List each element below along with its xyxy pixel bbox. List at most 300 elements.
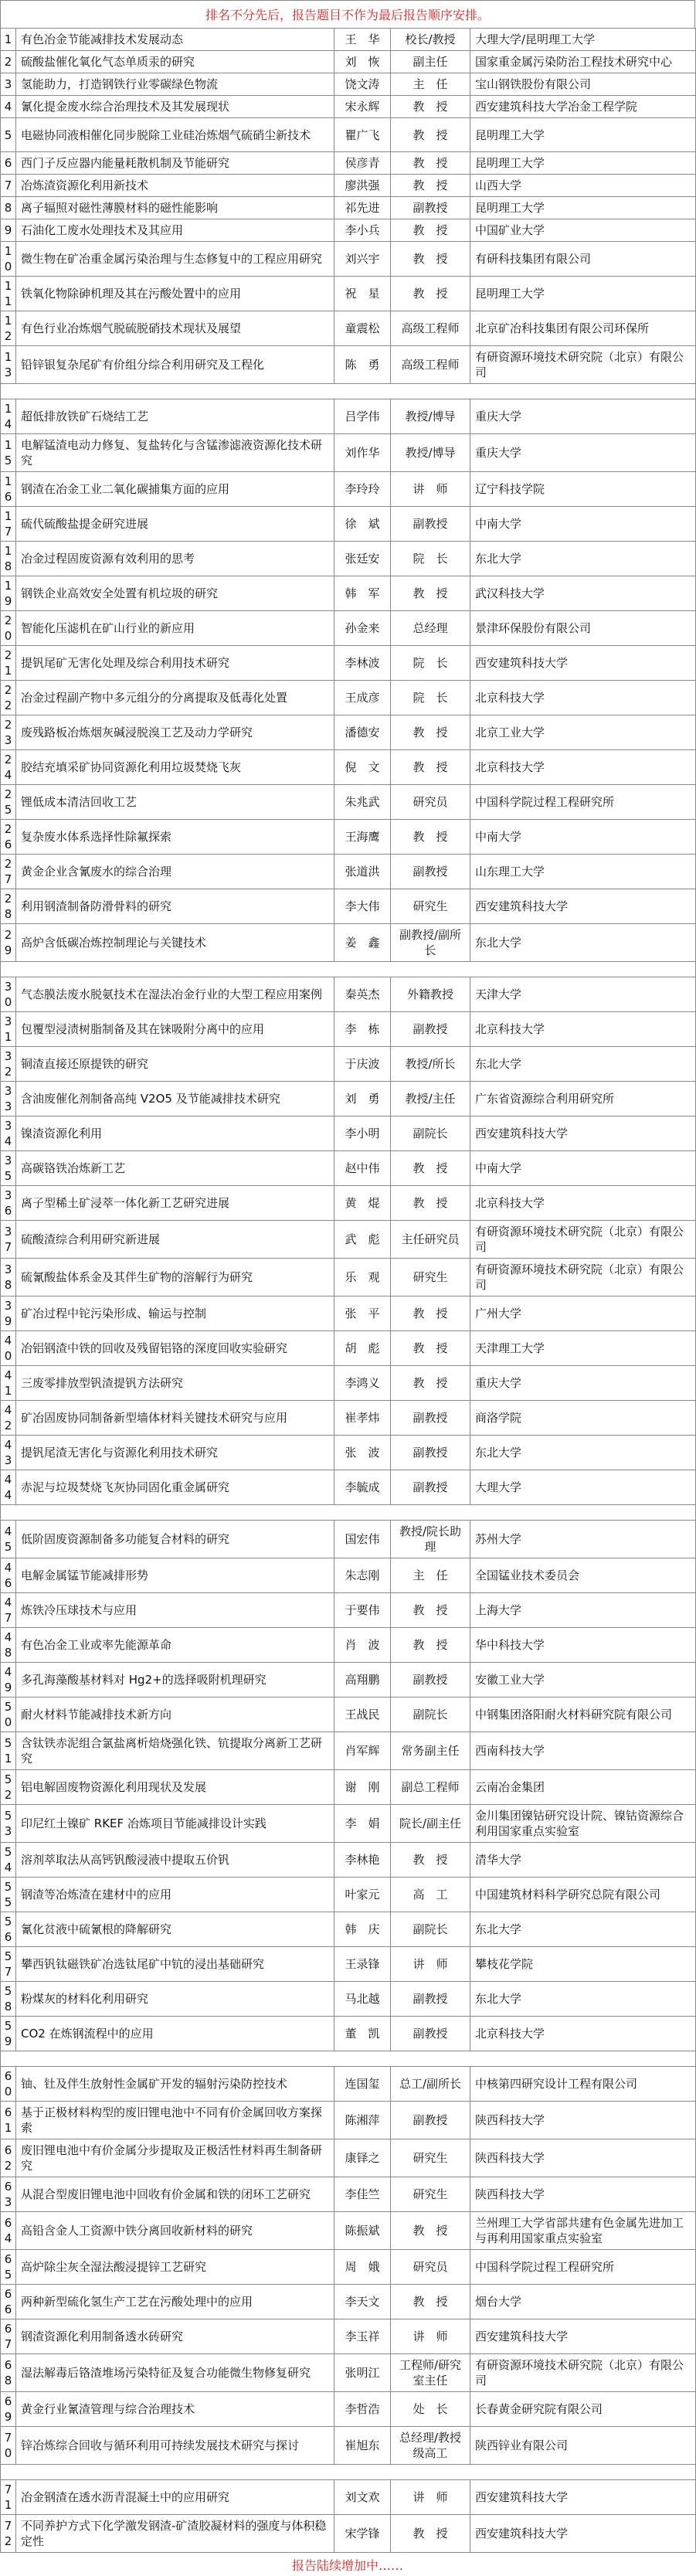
table-row bbox=[1, 2427, 696, 2465]
row-number: 42 bbox=[1, 1401, 16, 1436]
report-title: 包覆型浸渍树脂制备及其在铼吸附分离中的应用 bbox=[16, 1012, 334, 1047]
row-number: 48 bbox=[1, 1628, 16, 1663]
speaker-name: 宋学锋 bbox=[334, 2515, 391, 2553]
row-number: 43 bbox=[1, 1436, 16, 1470]
speaker-position: 副主任 bbox=[391, 51, 470, 73]
report-title: 耐火材料节能减排技术新方向 bbox=[16, 1698, 334, 1732]
speaker-name: 李大伟 bbox=[334, 889, 391, 924]
speaker-name: 李林波 bbox=[334, 646, 391, 681]
speaker-organization: 景津环保股份有限公司 bbox=[470, 611, 696, 646]
report-title: 铅锌银复杂尾矿有价组分综合利用研究及工程化 bbox=[16, 346, 334, 384]
speaker-name: 李哲浩 bbox=[334, 2392, 391, 2427]
speaker-organization: 陕西科技大学 bbox=[470, 2102, 696, 2139]
speaker-organization: 广东省资源综合利用研究所 bbox=[470, 1082, 696, 1116]
speaker-position: 主 任 bbox=[391, 1558, 470, 1593]
speaker-organization: 华中科技大学 bbox=[470, 1628, 696, 1663]
speaker-name: 董 凯 bbox=[334, 2017, 391, 2051]
speaker-organization: 中钢集团洛阳耐火材料研究院有限公司 bbox=[470, 1698, 696, 1732]
speaker-position: 教 授 bbox=[391, 152, 470, 175]
table-row bbox=[1, 346, 696, 384]
report-title: 黄金行业氰渣管理与综合治理技术 bbox=[16, 2392, 334, 2427]
report-title: 超低排放铁矿石烧结工艺 bbox=[16, 399, 334, 434]
speaker-position: 高级工程师 bbox=[391, 311, 470, 346]
speaker-organization: 中南大学 bbox=[470, 507, 696, 542]
table-row bbox=[1, 96, 696, 118]
report-title: 镍渣资源化利用 bbox=[16, 1116, 334, 1151]
speaker-organization: 上海大学 bbox=[470, 1593, 696, 1628]
speaker-name: 武 彪 bbox=[334, 1221, 391, 1259]
table-row bbox=[1, 1805, 696, 1843]
table-row bbox=[1, 681, 696, 715]
speaker-organization: 重庆大学 bbox=[470, 1366, 696, 1401]
speaker-position: 教 授 bbox=[391, 715, 470, 750]
speaker-organization: 中南大学 bbox=[470, 820, 696, 855]
table-row bbox=[1, 1116, 696, 1151]
speaker-name: 王录锋 bbox=[334, 1947, 391, 1982]
speaker-position: 教 授 bbox=[391, 750, 470, 785]
speaker-organization: 有研资源环境技术研究院（北京）有限公司 bbox=[470, 1221, 696, 1259]
report-title: 复杂废水体系选择性除氟探索 bbox=[16, 820, 334, 855]
speaker-organization: 北京科技大学 bbox=[470, 1186, 696, 1221]
report-title: 高铅含金人工资源中铁分离回收新材料的研究 bbox=[16, 2212, 334, 2250]
row-number: 23 bbox=[1, 715, 16, 750]
row-number: 29 bbox=[1, 924, 16, 962]
speaker-organization: 烟台大学 bbox=[470, 2285, 696, 2319]
report-title: 钢渣资源化利用制备透水砖研究 bbox=[16, 2319, 334, 2354]
speaker-organization: 东北大学 bbox=[470, 1912, 696, 1947]
report-title: 智能化压滤机在矿山行业的新应用 bbox=[16, 611, 334, 646]
speaker-position: 副院长 bbox=[391, 1912, 470, 1947]
speaker-position: 教 授 bbox=[391, 118, 470, 152]
report-title: 硫代硫酸盐提金研究进展 bbox=[16, 507, 334, 542]
speaker-organization: 金川集团镍钴研究设计院、镍钴资源综合利用国家重点实验室 bbox=[470, 1805, 696, 1843]
speaker-name: 李 娟 bbox=[334, 1805, 391, 1843]
speaker-organization: 陕西锌业有限公司 bbox=[470, 2427, 696, 2465]
speaker-position: 主任研究员 bbox=[391, 1221, 470, 1259]
speaker-position: 讲 师 bbox=[391, 2480, 470, 2515]
speaker-name: 韩 庆 bbox=[334, 1912, 391, 1947]
speaker-name: 张道洪 bbox=[334, 855, 391, 889]
table-row bbox=[1, 820, 696, 855]
report-title: 气态膜法废水脱氨技术在湿法冶金行业的大型工程应用案例 bbox=[16, 977, 334, 1012]
row-number: 51 bbox=[1, 1732, 16, 1770]
row-number: 22 bbox=[1, 681, 16, 715]
row-number: 68 bbox=[1, 2354, 16, 2392]
speaker-name: 刘 恢 bbox=[334, 51, 391, 73]
report-title: 电解金属锰节能减排形势 bbox=[16, 1558, 334, 1593]
speaker-name: 倪 文 bbox=[334, 750, 391, 785]
row-number: 15 bbox=[1, 434, 16, 472]
speaker-organization: 西安建筑科技大学 bbox=[470, 646, 696, 681]
row-number: 38 bbox=[1, 1259, 16, 1296]
speaker-name: 徐 斌 bbox=[334, 507, 391, 542]
table-row bbox=[1, 1558, 696, 1593]
speaker-position: 教 授 bbox=[391, 175, 470, 197]
speaker-position: 院长/副主任 bbox=[391, 1805, 470, 1843]
report-title: 离子型稀土矿浸萃一体化新工艺研究进展 bbox=[16, 1186, 334, 1221]
report-title: 微生物在矿冶重金属污染治理与生态修复中的工程应用研究 bbox=[16, 242, 334, 277]
row-number: 18 bbox=[1, 542, 16, 576]
speaker-position: 教 授 bbox=[391, 1593, 470, 1628]
speaker-position: 总经理 bbox=[391, 611, 470, 646]
speaker-position: 研究生 bbox=[391, 1259, 470, 1296]
speaker-organization: 东北大学 bbox=[470, 1047, 696, 1082]
table-row bbox=[1, 2212, 696, 2250]
speaker-name: 吕学伟 bbox=[334, 399, 391, 434]
report-title: 两种新型硫化氢生产工艺在污酸处理中的应用 bbox=[16, 2285, 334, 2319]
speaker-name: 张 波 bbox=[334, 1436, 391, 1470]
report-title: 铝电解固废物资源化利用现状及发展 bbox=[16, 1770, 334, 1805]
speaker-position: 常务副主任 bbox=[391, 1732, 470, 1770]
speaker-name: 刘 勇 bbox=[334, 1082, 391, 1116]
table-row bbox=[1, 785, 696, 820]
table-row bbox=[1, 1047, 696, 1082]
speaker-position: 院 长 bbox=[391, 542, 470, 576]
speaker-organization: 武汉科技大学 bbox=[470, 576, 696, 611]
speaker-name: 李玲玲 bbox=[334, 472, 391, 507]
table-row bbox=[1, 924, 696, 962]
row-number: 30 bbox=[1, 977, 16, 1012]
table-row bbox=[1, 2102, 696, 2139]
report-title: 含钛铁赤泥组合氯盐离析焙烧强化铁、钪提取分离新工艺研究 bbox=[16, 1732, 334, 1770]
speaker-organization: 西安建筑科技大学 bbox=[470, 889, 696, 924]
report-title: 多孔海藻酸基材料对 Hg2+的选择吸附机理研究 bbox=[16, 1663, 334, 1698]
speaker-organization: 东北大学 bbox=[470, 542, 696, 576]
speaker-name: 张廷安 bbox=[334, 542, 391, 576]
speaker-name: 崔孝炜 bbox=[334, 1401, 391, 1436]
speaker-name: 李小明 bbox=[334, 1116, 391, 1151]
speaker-name: 秦英杰 bbox=[334, 977, 391, 1012]
row-number: 8 bbox=[1, 197, 16, 219]
table-row bbox=[1, 1151, 696, 1186]
speaker-position: 研究生 bbox=[391, 2139, 470, 2177]
row-number: 56 bbox=[1, 1912, 16, 1947]
speaker-organization: 中国科学院过程工程研究所 bbox=[470, 785, 696, 820]
speaker-name: 祁先进 bbox=[334, 197, 391, 219]
speaker-organization: 昆明理工大学 bbox=[470, 197, 696, 219]
speaker-organization: 昆明理工大学 bbox=[470, 118, 696, 152]
row-number: 6 bbox=[1, 152, 16, 175]
report-title: 粉煤灰的材料化利用研究 bbox=[16, 1982, 334, 2017]
speaker-name: 于要伟 bbox=[334, 1593, 391, 1628]
speaker-position: 教 授 bbox=[391, 2515, 470, 2553]
speaker-organization: 西安建筑科技大学 bbox=[470, 2515, 696, 2553]
row-number: 59 bbox=[1, 2017, 16, 2051]
report-title: 高炉除尘灰全湿法酸浸提锌工艺研究 bbox=[16, 2250, 334, 2285]
table-row bbox=[1, 1082, 696, 1116]
speaker-position: 教授/博导 bbox=[391, 399, 470, 434]
group-separator bbox=[1, 962, 696, 977]
table-row bbox=[1, 2177, 696, 2212]
report-title: CO2 在炼钢流程中的应用 bbox=[16, 2017, 334, 2051]
speaker-name: 饶文涛 bbox=[334, 73, 391, 96]
footer-note: 报告陆续增加中…… bbox=[291, 2557, 403, 2573]
row-number: 3 bbox=[1, 73, 16, 96]
report-title: 废残路板冶炼烟灰碱浸脱溴工艺及动力学研究 bbox=[16, 715, 334, 750]
table-row bbox=[1, 1663, 696, 1698]
table-row bbox=[1, 277, 696, 311]
table-row bbox=[1, 1593, 696, 1628]
table-row bbox=[1, 175, 696, 197]
speaker-organization: 东北大学 bbox=[470, 924, 696, 962]
speaker-organization: 长春黄金研究院有限公司 bbox=[470, 2392, 696, 2427]
table-row bbox=[1, 1401, 696, 1436]
speaker-position: 教 授 bbox=[391, 1366, 470, 1401]
speaker-position: 总经理/教授级高工 bbox=[391, 2427, 470, 2465]
speaker-name: 马北越 bbox=[334, 1982, 391, 2017]
table-row bbox=[1, 2250, 696, 2285]
table-row bbox=[1, 311, 696, 346]
speaker-name: 姜 鑫 bbox=[334, 924, 391, 962]
speaker-position: 副教授/副所长 bbox=[391, 924, 470, 962]
table-row bbox=[1, 1186, 696, 1221]
speaker-name: 崔旭东 bbox=[334, 2427, 391, 2465]
table-row bbox=[1, 1012, 696, 1047]
speaker-name: 胡 彪 bbox=[334, 1331, 391, 1366]
speaker-organization: 重庆大学 bbox=[470, 434, 696, 472]
speaker-organization: 东北大学 bbox=[470, 1436, 696, 1470]
table-row bbox=[1, 1521, 696, 1558]
speaker-position: 工程师/研究室主任 bbox=[391, 2354, 470, 2392]
notice-banner: 排名不分先后，报告题目不作为最后报告顺序安排。 bbox=[0, 0, 695, 28]
speaker-organization: 商洛学院 bbox=[470, 1401, 696, 1436]
speaker-name: 韩 军 bbox=[334, 576, 391, 611]
report-title: 石油化工废水处理技术及其应用 bbox=[16, 219, 334, 242]
report-title: 硫氰酸盐体系金及其伴生矿物的溶解行为研究 bbox=[16, 1259, 334, 1296]
report-title: 硫酸渣综合利用研究新进展 bbox=[16, 1221, 334, 1259]
speaker-name: 李 栋 bbox=[334, 1012, 391, 1047]
row-number: 40 bbox=[1, 1331, 16, 1366]
row-number: 41 bbox=[1, 1366, 16, 1401]
speaker-name: 连国玺 bbox=[334, 2067, 391, 2102]
group-separator bbox=[1, 384, 696, 399]
speaker-position: 副教授 bbox=[391, 1012, 470, 1047]
table-row bbox=[1, 1470, 696, 1505]
speaker-name: 祝 星 bbox=[334, 277, 391, 311]
report-title: 铜渣直接还原提铁的研究 bbox=[16, 1047, 334, 1082]
speaker-name: 赵中伟 bbox=[334, 1151, 391, 1186]
speaker-name: 张明江 bbox=[334, 2354, 391, 2392]
speaker-name: 高翔鹏 bbox=[334, 1663, 391, 1698]
report-title: 攀西钒钛磁铁矿冶选钛尾矿中钪的浸出基础研究 bbox=[16, 1947, 334, 1982]
speaker-organization: 有研资源环境技术研究院（北京）有限公司 bbox=[470, 1259, 696, 1296]
table-row bbox=[1, 507, 696, 542]
speaker-organization: 山西大学 bbox=[470, 175, 696, 197]
speaker-organization: 大理大学/昆明理工大学 bbox=[470, 29, 696, 51]
report-title: 冶金过程副产物中多元组分的分离提取及低毒化处置 bbox=[16, 681, 334, 715]
row-number: 45 bbox=[1, 1521, 16, 1558]
speaker-position: 教 授 bbox=[391, 1186, 470, 1221]
row-number: 62 bbox=[1, 2139, 16, 2177]
report-title: 高炉含低碳冶炼控制理论与关键技术 bbox=[16, 924, 334, 962]
table-row bbox=[1, 152, 696, 175]
speaker-name: 朱志刚 bbox=[334, 1558, 391, 1593]
speaker-position: 教 授 bbox=[391, 576, 470, 611]
speaker-organization: 西安建筑科技大学 bbox=[470, 2480, 696, 2515]
speaker-name: 瞿广飞 bbox=[334, 118, 391, 152]
speaker-position: 副教授 bbox=[391, 2017, 470, 2051]
report-title: 锌冶炼综合回收与循环利用可持续发展技术研究与探讨 bbox=[16, 2427, 334, 2465]
row-number: 46 bbox=[1, 1558, 16, 1593]
speaker-position: 副院长 bbox=[391, 1116, 470, 1151]
speaker-name: 陈湘萍 bbox=[334, 2102, 391, 2139]
row-number: 37 bbox=[1, 1221, 16, 1259]
table-row bbox=[1, 1878, 696, 1912]
speaker-organization: 重庆大学 bbox=[470, 399, 696, 434]
report-title: 电磁协同液相催化同步脱除工业硅冶炼烟气硫硝尘新技术 bbox=[16, 118, 334, 152]
row-number: 4 bbox=[1, 96, 16, 118]
report-title: 冶炼渣资源化利用新技术 bbox=[16, 175, 334, 197]
speaker-organization: 安徽工业大学 bbox=[470, 1663, 696, 1698]
row-number: 49 bbox=[1, 1663, 16, 1698]
row-number: 20 bbox=[1, 611, 16, 646]
speaker-name: 王 华 bbox=[334, 29, 391, 51]
row-number: 47 bbox=[1, 1593, 16, 1628]
speaker-name: 肖 波 bbox=[334, 1628, 391, 1663]
speaker-position: 讲 师 bbox=[391, 472, 470, 507]
row-number: 44 bbox=[1, 1470, 16, 1505]
row-number: 58 bbox=[1, 1982, 16, 2017]
report-title: 氢能助力，打造钢铁行业零碳绿色物流 bbox=[16, 73, 334, 96]
row-number: 5 bbox=[1, 118, 16, 152]
table-row bbox=[1, 472, 696, 507]
row-number: 2 bbox=[1, 51, 16, 73]
speaker-organization: 东北大学 bbox=[470, 1982, 696, 2017]
speaker-position: 外籍教授 bbox=[391, 977, 470, 1012]
table-row bbox=[1, 576, 696, 611]
row-number: 34 bbox=[1, 1116, 16, 1151]
speaker-name: 张 平 bbox=[334, 1296, 391, 1331]
speaker-position: 副教授 bbox=[391, 1470, 470, 1505]
group-separator bbox=[1, 1505, 696, 1521]
report-title: 胶结充填采矿协同资源化利用垃圾焚烧飞灰 bbox=[16, 750, 334, 785]
speaker-position: 教 授 bbox=[391, 1151, 470, 1186]
speaker-position: 副教授 bbox=[391, 197, 470, 219]
speaker-position: 副教授 bbox=[391, 1436, 470, 1470]
report-title: 矿冶固废协同制备新型墙体材料关键技术研究与应用 bbox=[16, 1401, 334, 1436]
speaker-organization: 西安建筑科技大学冶金工程学院 bbox=[470, 96, 696, 118]
speaker-name: 国宏伟 bbox=[334, 1521, 391, 1558]
speaker-name: 陈振斌 bbox=[334, 2212, 391, 2250]
report-title: 溶剂萃取法从高钙钒酸浸液中提取五价钒 bbox=[16, 1843, 334, 1878]
speaker-name: 李鸿义 bbox=[334, 1366, 391, 1401]
report-table bbox=[0, 28, 696, 2553]
speaker-position: 副教授 bbox=[391, 1663, 470, 1698]
speaker-organization: 昆明理工大学 bbox=[470, 277, 696, 311]
speaker-name: 叶家元 bbox=[334, 1878, 391, 1912]
report-title: 冶金过程固废资源有效利用的思考 bbox=[16, 542, 334, 576]
speaker-organization: 云南冶金集团 bbox=[470, 1770, 696, 1805]
speaker-position: 研究员 bbox=[391, 2250, 470, 2285]
speaker-position: 副教授 bbox=[391, 855, 470, 889]
table-row bbox=[1, 542, 696, 576]
row-number: 71 bbox=[1, 2480, 16, 2515]
speaker-organization: 苏州大学 bbox=[470, 1521, 696, 1558]
speaker-name: 黄 焜 bbox=[334, 1186, 391, 1221]
report-title: 印尼红土镍矿 RKEF 冶炼项目节能减排设计实践 bbox=[16, 1805, 334, 1843]
report-title: 有色冶金节能减排技术发展动态 bbox=[16, 29, 334, 51]
speaker-organization: 广州大学 bbox=[470, 1296, 696, 1331]
row-number: 64 bbox=[1, 2212, 16, 2250]
row-number: 24 bbox=[1, 750, 16, 785]
row-number: 14 bbox=[1, 399, 16, 434]
report-title: 高碳铬铁冶炼新工艺 bbox=[16, 1151, 334, 1186]
speaker-name: 王海鹰 bbox=[334, 820, 391, 855]
report-title: 锂低成本清洁回收工艺 bbox=[16, 785, 334, 820]
table-row bbox=[1, 1698, 696, 1732]
report-title: 提钒尾渣无害化与资源化利用技术研究 bbox=[16, 1436, 334, 1470]
speaker-name: 李毓成 bbox=[334, 1470, 391, 1505]
report-title: 铁氧化物除砷机理及其在污酸处置中的应用 bbox=[16, 277, 334, 311]
row-number: 33 bbox=[1, 1082, 16, 1116]
speaker-organization: 攀枝花学院 bbox=[470, 1947, 696, 1982]
table-row bbox=[1, 2480, 696, 2515]
table-row bbox=[1, 855, 696, 889]
row-number: 54 bbox=[1, 1843, 16, 1878]
speaker-organization: 兰州理工大学省部共建有色金属先进加工与再利用国家重点实验室 bbox=[470, 2212, 696, 2250]
speaker-position: 高 工 bbox=[391, 1878, 470, 1912]
table-row bbox=[1, 1436, 696, 1470]
speaker-organization: 昆明理工大学 bbox=[470, 152, 696, 175]
row-number: 39 bbox=[1, 1296, 16, 1331]
table-row bbox=[1, 646, 696, 681]
speaker-name: 刘兴宇 bbox=[334, 242, 391, 277]
speaker-organization: 北京科技大学 bbox=[470, 2017, 696, 2051]
table-row bbox=[1, 1770, 696, 1805]
report-title: 冶铝钢渣中铁的回收及残留铝铬的深度回收实验研究 bbox=[16, 1331, 334, 1366]
speaker-position: 教 授 bbox=[391, 277, 470, 311]
table-row bbox=[1, 2285, 696, 2319]
speaker-position: 研究生 bbox=[391, 2177, 470, 2212]
speaker-organization: 天津大学 bbox=[470, 977, 696, 1012]
report-title: 含油废催化剂制备高纯 V2O5 及节能减排技术研究 bbox=[16, 1082, 334, 1116]
speaker-position: 副总工程师 bbox=[391, 1770, 470, 1805]
table-row bbox=[1, 611, 696, 646]
table-row bbox=[1, 889, 696, 924]
speaker-name: 王成彦 bbox=[334, 681, 391, 715]
table-row bbox=[1, 2515, 696, 2553]
row-number: 50 bbox=[1, 1698, 16, 1732]
row-number: 26 bbox=[1, 820, 16, 855]
table-row bbox=[1, 1982, 696, 2017]
speaker-organization: 西安建筑科技大学 bbox=[470, 2319, 696, 2354]
speaker-organization: 中国科学院过程工程研究所 bbox=[470, 2250, 696, 2285]
speaker-name: 周 娥 bbox=[334, 2250, 391, 2285]
speaker-position: 院 长 bbox=[391, 646, 470, 681]
report-title: 冶金钢渣在透水沥青混凝土中的应用研究 bbox=[16, 2480, 334, 2515]
report-title: 钢渣在冶金工业二氧化碳捕集方面的应用 bbox=[16, 472, 334, 507]
speaker-organization: 宝山钢铁股份有限公司 bbox=[470, 73, 696, 96]
speaker-organization: 全国锰业技术委员会 bbox=[470, 1558, 696, 1593]
row-number: 25 bbox=[1, 785, 16, 820]
row-number: 11 bbox=[1, 277, 16, 311]
report-title: 三废零排放型钒渣提钒方法研究 bbox=[16, 1366, 334, 1401]
row-number: 31 bbox=[1, 1012, 16, 1047]
speaker-position: 教授/主任 bbox=[391, 1082, 470, 1116]
row-number: 52 bbox=[1, 1770, 16, 1805]
table-row bbox=[1, 1221, 696, 1259]
speaker-name: 侯彦青 bbox=[334, 152, 391, 175]
speaker-position: 教 授 bbox=[391, 820, 470, 855]
table-row bbox=[1, 2139, 696, 2177]
row-number: 17 bbox=[1, 507, 16, 542]
speaker-position: 教授/院长助理 bbox=[391, 1521, 470, 1558]
speaker-position: 研究员 bbox=[391, 785, 470, 820]
table-row bbox=[1, 2067, 696, 2102]
row-number: 36 bbox=[1, 1186, 16, 1221]
report-title: 氰化提金废水综合治理技术及其发展现状 bbox=[16, 96, 334, 118]
speaker-name: 谢 刚 bbox=[334, 1770, 391, 1805]
